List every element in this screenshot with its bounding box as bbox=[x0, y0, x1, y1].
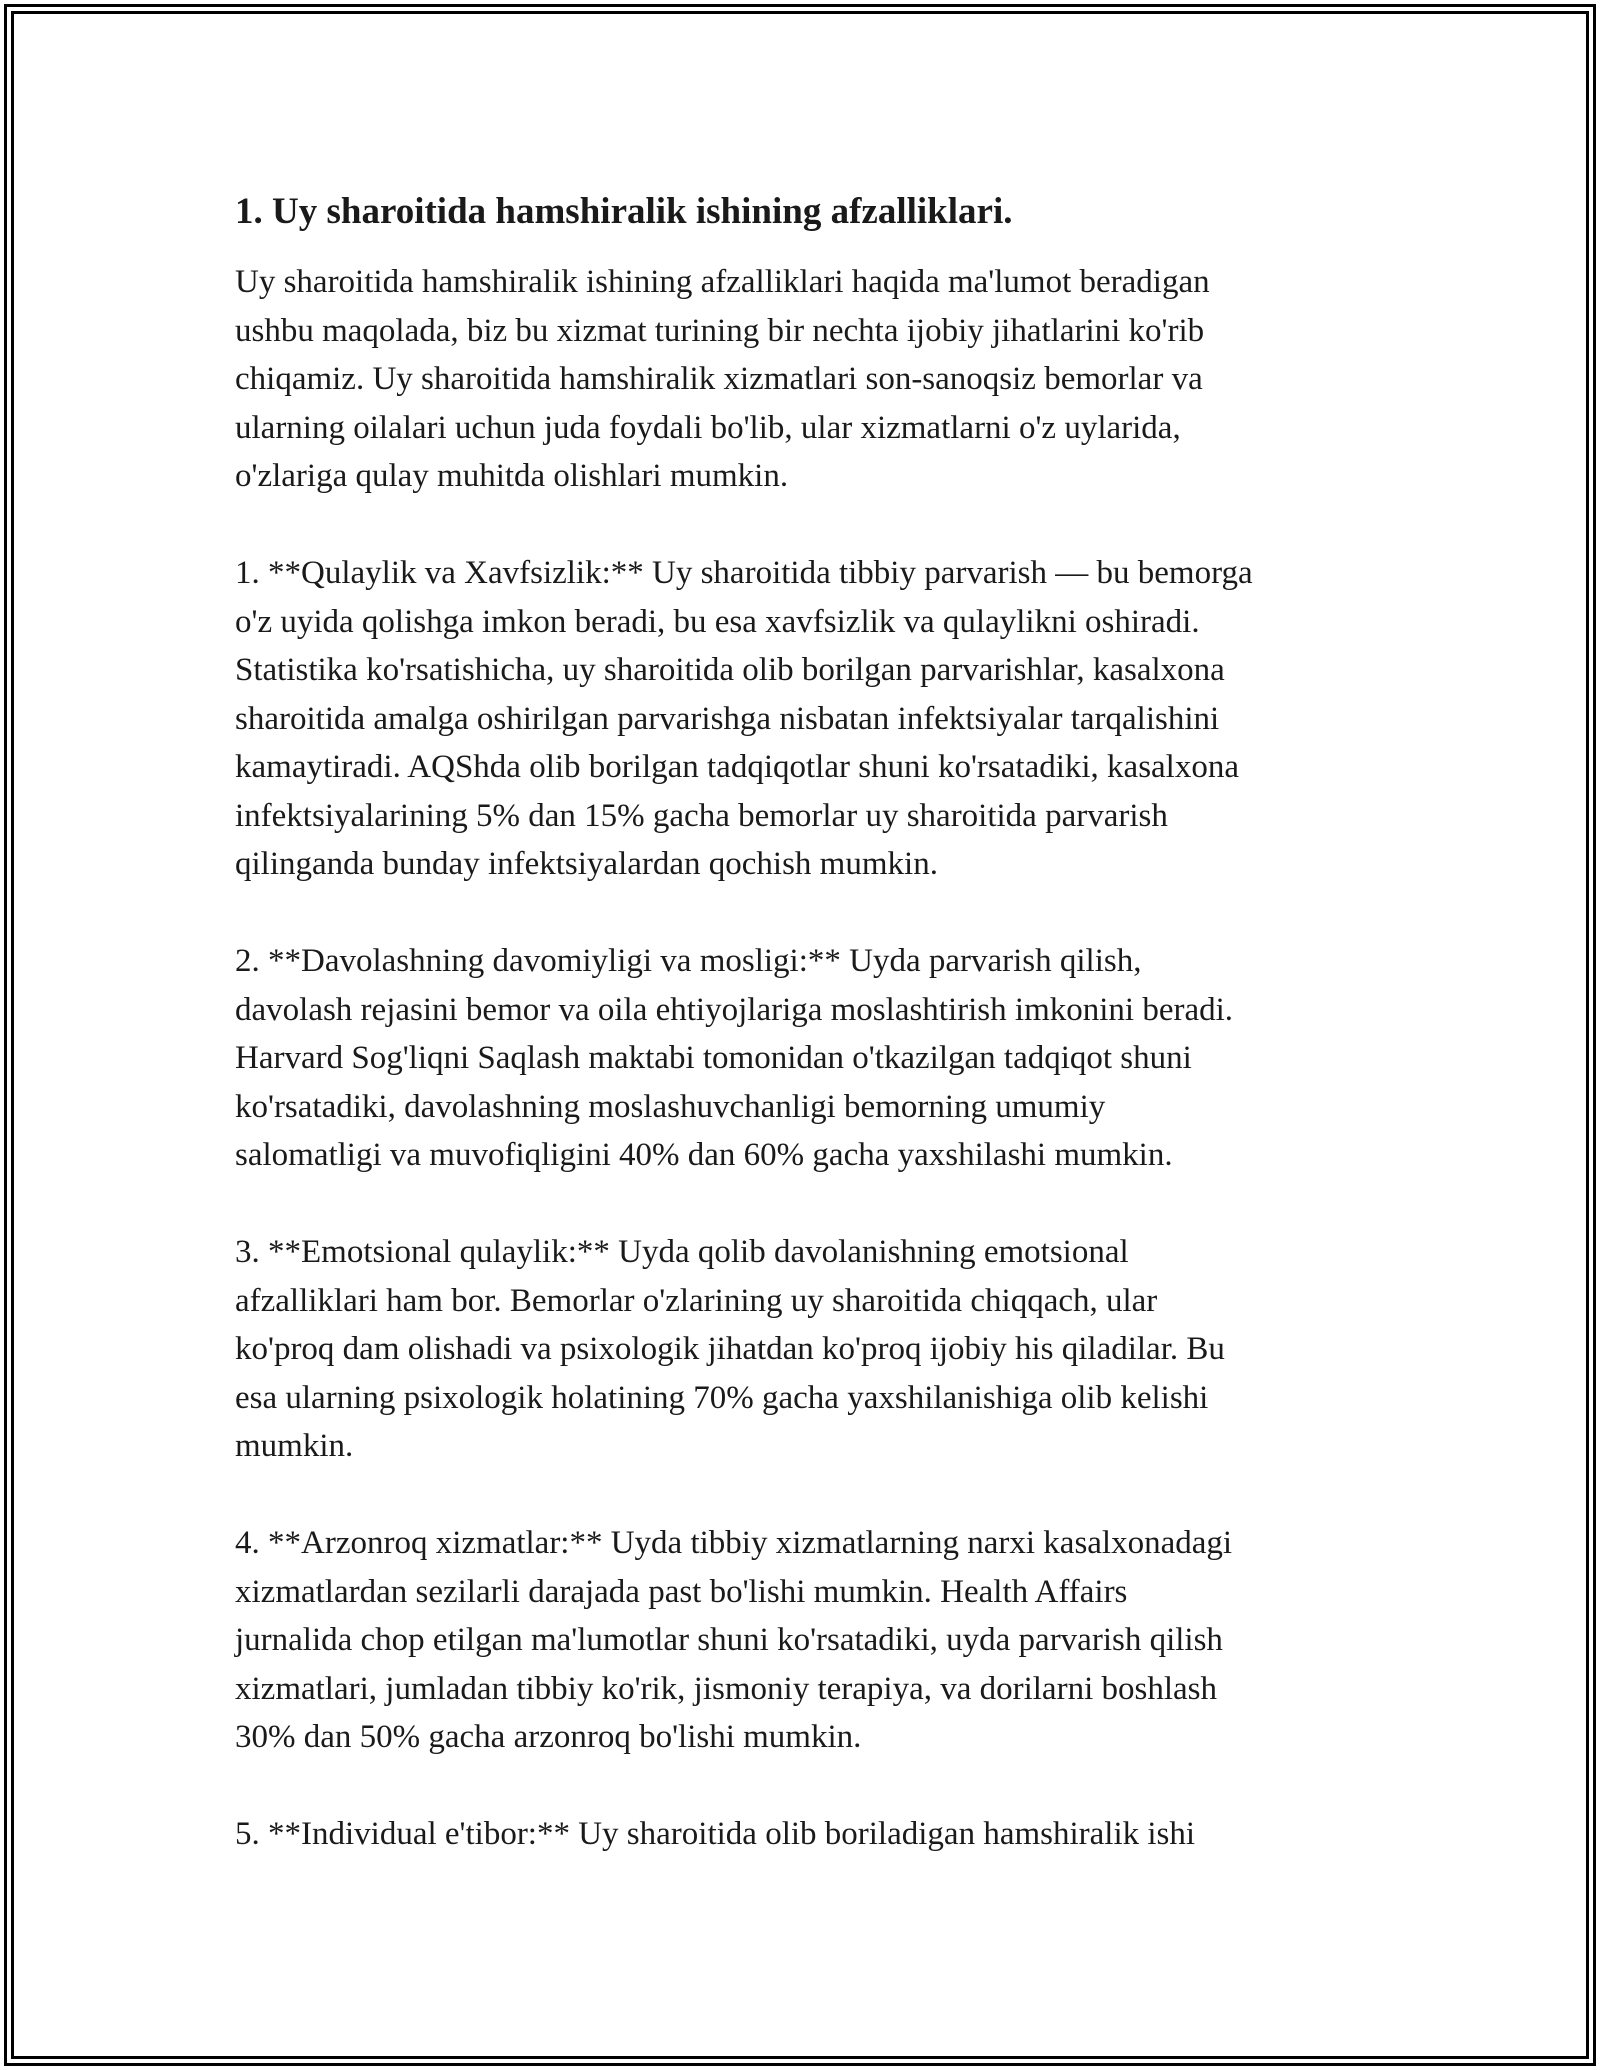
document-heading: 1. Uy sharoitida hamshiralik ishining afzalliklari. bbox=[235, 191, 1013, 232]
text-line: Harvard Sog'liqni Saqlash maktabi tomonidan o'tkazilgan tadqiqot shuni bbox=[235, 1040, 1192, 1076]
text-line: xizmatlari, jumladan tibbiy ko'rik, jismoniy terapiya, va dorilarni boshlash bbox=[235, 1670, 1217, 1707]
text-line: ko'rsatadiki, davolashning moslashuvchanligi bemorning umumiy bbox=[235, 1088, 1106, 1125]
text-line: ushbu maqolada, biz bu xizmat turining bir nechta ijobiy jihatlarini ko'rib bbox=[235, 312, 1205, 349]
text-line: ularning oilalari uchun juda foydali bo'lib, ular xizmatlarni o'z uylarida, bbox=[235, 409, 1181, 446]
text-line: davolash rejasini bemor va oila ehtiyojlariga moslashtirish imkonini beradi. bbox=[235, 991, 1234, 1028]
text-line: o'z uyida qolishga imkon beradi, bu esa xavfsizlik va qulaylikni oshiradi. bbox=[235, 603, 1200, 640]
text-line: 5. **Individual e'tibor:** Uy sharoitida olib boriladigan hamshiralik ishi bbox=[235, 1816, 1196, 1852]
text-line: Statistika ko'rsatishicha, uy sharoitida olib borilgan parvarishlar, kasalxona bbox=[235, 652, 1225, 688]
paragraph-item-3 bbox=[235, 1228, 1375, 1471]
text-line: salomatligi va muvofiqligini 40% dan 60% gacha yaxshilashi mumkin. bbox=[235, 1137, 1173, 1173]
text-line: sharoitida amalga oshirilgan parvarishga nisbatan infektsiyalar tarqalishini bbox=[235, 700, 1220, 737]
paragraph-item-4 bbox=[235, 1519, 1375, 1762]
text-line: chiqamiz. Uy sharoitida hamshiralik xizmatlari son-sanoqsiz bemorlar va bbox=[235, 361, 1203, 397]
text-line: kamaytiradi. AQShda olib borilgan tadqiqotlar shuni ko'rsatadiki, kasalxona bbox=[235, 749, 1240, 785]
text-line: infektsiyalarining 5% dan 15% gacha bemorlar uy sharoitida parvarish bbox=[235, 797, 1168, 834]
text-line: 3. **Emotsional qulaylik:** Uyda qolib davolanishning emotsional bbox=[235, 1234, 1129, 1270]
text-line: mumkin. bbox=[235, 1428, 354, 1464]
document-body bbox=[235, 188, 1375, 1907]
text-line: 2. **Davolashning davomiyligi va mosligi:** Uyda parvarish qilish, bbox=[235, 943, 1142, 979]
text-line: qilinganda bunday infektsiyalardan qochish mumkin. bbox=[235, 846, 938, 882]
paragraph-item-1 bbox=[235, 549, 1375, 889]
paragraph-intro bbox=[235, 258, 1375, 501]
text-line: 30% dan 50% gacha arzonroq bo'lishi mumkin. bbox=[235, 1719, 862, 1755]
text-line: 4. **Arzonroq xizmatlar:** Uyda tibbiy xizmatlarning narxi kasalxonadagi bbox=[235, 1525, 1233, 1561]
text-line: ko'proq dam olishadi va psixologik jihatdan ko'proq ijobiy his qiladilar. Bu bbox=[235, 1331, 1225, 1367]
text-line: xizmatlardan sezilarli darajada past bo'lishi mumkin. Health Affairs bbox=[235, 1573, 1128, 1610]
paragraph-item-5 bbox=[235, 1810, 1375, 1859]
text-line: jurnalida chop etilgan ma'lumotlar shuni ko'rsatadiki, uyda parvarish qilish bbox=[235, 1622, 1223, 1658]
text-line: 1. **Qulaylik va Xavfsizlik:** Uy sharoitida tibbiy parvarish — bu bemorga bbox=[235, 555, 1253, 591]
text-line: o'zlariga qulay muhitda olishlari mumkin. bbox=[235, 458, 789, 494]
text-line: Uy sharoitida hamshiralik ishining afzalliklari haqida ma'lumot beradigan bbox=[235, 264, 1210, 300]
text-line: esa ularning psixologik holatining 70% gacha yaxshilanishiga olib kelishi bbox=[235, 1379, 1209, 1416]
paragraph-item-2 bbox=[235, 937, 1375, 1180]
text-line: afzalliklari ham bor. Bemorlar o'zlarining uy sharoitida chiqqach, ular bbox=[235, 1282, 1158, 1319]
